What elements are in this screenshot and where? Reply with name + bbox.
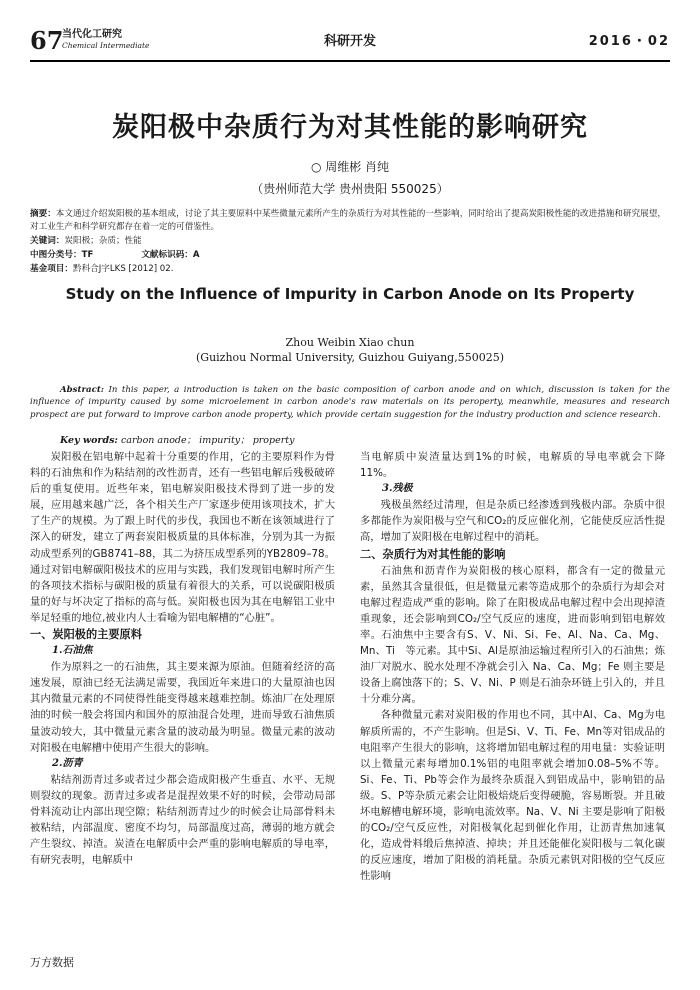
journal-name-cn: 当代化工研究 (62, 29, 122, 40)
running-header (30, 26, 670, 60)
keywords-cn (30, 235, 670, 248)
issue-label: 2016・02 (588, 34, 670, 49)
paragraph-petroleum-coke: 作为原料之一的石油焦，其主要来源为原油。但随着经济的高速发展，原油已经无法满足需要，我国近年来进口的大量原油也因其内微量元素的不同使得性能变得越来越难控制。炼油厂在处理原油的时候一般会将国内和国外的原油混合处理，进而导致石油焦质量波动较大，其中微量元素含量的波动最为明显。微量元素的波动对阳极在电解槽中使用产生很大的影响。 (30, 661, 335, 754)
heading-petroleum-coke: 1.石油焦 (52, 645, 93, 657)
header-rule (30, 60, 670, 62)
body-column-left (30, 449, 335, 868)
affiliation-en: (Guizhou Normal University, Guizhou Guiyang,550025) (196, 351, 504, 364)
paragraph-pitch-continued: 当电解质中炭渣量达到1%的时候，电解质的导电率就会下降11%。 (360, 451, 665, 480)
paragraph-remnant-anode: 残极虽然经过清理，但是杂质已经渗透到残极内部。杂质中很多都能作为炭阳极与空气和CO₂的反应催化剂，它能使反应活性提高，增加了炭阳极在电解过程中的消耗。 (360, 499, 665, 544)
abstract-label: 摘要： (30, 209, 56, 219)
journal-name-en: Chemical Intermediate (62, 41, 150, 50)
abstract-text-cn: 本文通过介绍炭阳极的基本组成，讨论了其主要原料中某些微量元素所产生的杂质行为对其性能的一些影响，同时给出了提高炭阳极性能的改进措施和研究展望，对工业生产和科学研究都存在着一定的可借鉴性。 (30, 209, 666, 232)
clc-label: 中图分类号： (30, 250, 82, 260)
keywords-text-cn: 炭阳极；杂质；性能 (64, 236, 142, 246)
abstract-en (30, 384, 670, 421)
paragraph-impurity-effects: 各种微量元素对炭阳极的作用也不同，其中Al、Ca、Mg为电解质所需的，不产生影响。但是Si、V、Ti、Fe、Mn等对铝成品的电阻率产生很大的影响，这将增加铝电解过程的用电量：实验证明以上微量元素每增加0.1%铝的电阻率就会增加0.08–5%不等。Si、Fe、Ti、Pb等会作为最终杂质混入到铝成品中，影响铝的品级。S、P等杂质元素会让阳极焙烧后变得硬脆，容易断裂。并且破坏电解槽电解环境，影响电流效率。Na、V、Ni 主要是影响了阳极的CO₂/空气反应性，对阳极氧化起到催化作用，让沥青焦加速氧化，造成骨料缎后焦掉渣、掉块；并且还能催化炭阳极与二氧化碳的反应速度，增加了阳极的消耗量。杂质元素钒对阳极的空气反应性影响 (360, 709, 665, 883)
section-tag: 科研开发 (323, 34, 376, 49)
paragraph-pitch: 粘结剂沥青过多或者过少都会造成阳极产生垂直、水平、无规则裂纹的现象。沥青过多或者是混捏效果不好的时候，会带动局部骨料流动让内部出现空隙；粘结剂沥青过少的时候会让局部骨料未被粘结，内部温度、密度不均匀，局部温度过高，薄弱的地方就会产生裂纹、掉渣。炭渣在电解质中会严重的影响电解质的导电率，有研究表明，电解质中 (30, 773, 335, 867)
abstract-cn (30, 208, 670, 233)
keywords-en-label: Key words: (60, 435, 118, 446)
paragraph-impurity-sources: 石油焦和沥青作为炭阳极的核心原料，都含有一定的微量元素，虽然其含量很低，但是微量元素等造成那个的杂质行为却会对电解过程造成严重的影响。除了在阳极成品电解过程中会出现掉渣重现象，还会影响到CO₂/空气反应的速度，进而影响到铝电解效率。石油焦中主要含有S、V、Ni、Si、Fe、Al、Na、Ca、Mg、Mn、Ti 等元素。其中Si、Al是原油运输过程所引入的石油焦；炼油厂对脱水、脱水处理不净就会引入 Na、Ca、Mg；Fe 则主要是设备上腐蚀落下的；S、V、Ni、P 则是石油杂环链上引入的，并且十分难分离。 (360, 564, 665, 706)
article-title-en: Study on the Influence of Impurity in Carbon Anode on Its Property (65, 285, 635, 303)
abstract-text-en: In this paper, a introduction is taken on the basic composition of carbon anode and on which, discussion is taken for the influence of impurity caused by some microelement in carbon anode's raw materials on its peroperty, meanwhile, measures and research prospect are put forward to improve carbon anode property, which provide certain suggestion for the industry production and science research. (30, 385, 670, 420)
clc-value: TF (81, 250, 94, 260)
heading-impurity-influence: 二、杂质行为对其性能的影响 (360, 547, 506, 561)
keywords-en (60, 432, 670, 446)
heading-main-materials: 一、炭阳极的主要原料 (30, 628, 142, 642)
page-number: 67 (30, 26, 64, 55)
body-column-right (360, 449, 665, 884)
heading-remnant-anode: 3.残极 (382, 483, 413, 495)
doc-code-label: 文献标识码： (141, 250, 193, 260)
abstract-en-label: Abstract: (60, 385, 104, 395)
fund-value: 黔科合J字LKS [2012] 02. (72, 264, 174, 274)
fund-label: 基金项目： (30, 264, 73, 274)
authors-en: Zhou Weibin Xiao chun (285, 336, 415, 349)
doc-code-value: A (192, 250, 200, 260)
footer-source: 万方数据 (30, 956, 74, 969)
classification (30, 249, 670, 262)
article-title-cn: 炭阳极中杂质行为对其性能的影响研究 (112, 112, 588, 143)
affiliation-cn: （贵州师范大学 贵州贵阳 550025） (251, 182, 449, 196)
keywords-text-en: carbon anode； impurity； property (120, 435, 295, 446)
paragraph-intro: 炭阳极在铝电解中起着十分重要的作用，它的主要原料作为骨料的石油焦和作为粘结剂的改性沥青，还有一些铝电解后残极破碎后的重复使用。近些年来，铝电解炭阳极技术得到了进一步的发展，应用越来越广泛，各个相关生产厂家逐步使用该项技术，扩大了生产的规模。为了跟上时代的步伐，我国也不断在该领域进行了深入的研发，建立了两套炭阳极质量的具体标准，分别为其一为振动成型系列的GB8741–88，其二为挤压成型系列的YB2809–78。通过对铝电解碳阳极技术的应用与实践，我们发现铝电解时所产生的各项技术指标与碳阳极的质量有着很大的关系，可以说碳阳极质量的好与坏决定了指标的高与低。炭阳极也因为其在电解铝工业中举足轻重的地位,被业内人士看喻为铝电解槽的“心脏”。 (30, 451, 335, 624)
keywords-label: 关键词： (30, 236, 65, 246)
heading-pitch: 2.沥青 (52, 757, 83, 769)
fund (30, 263, 670, 276)
authors-cn: ○ 周维彬 肖纯 (310, 160, 390, 174)
